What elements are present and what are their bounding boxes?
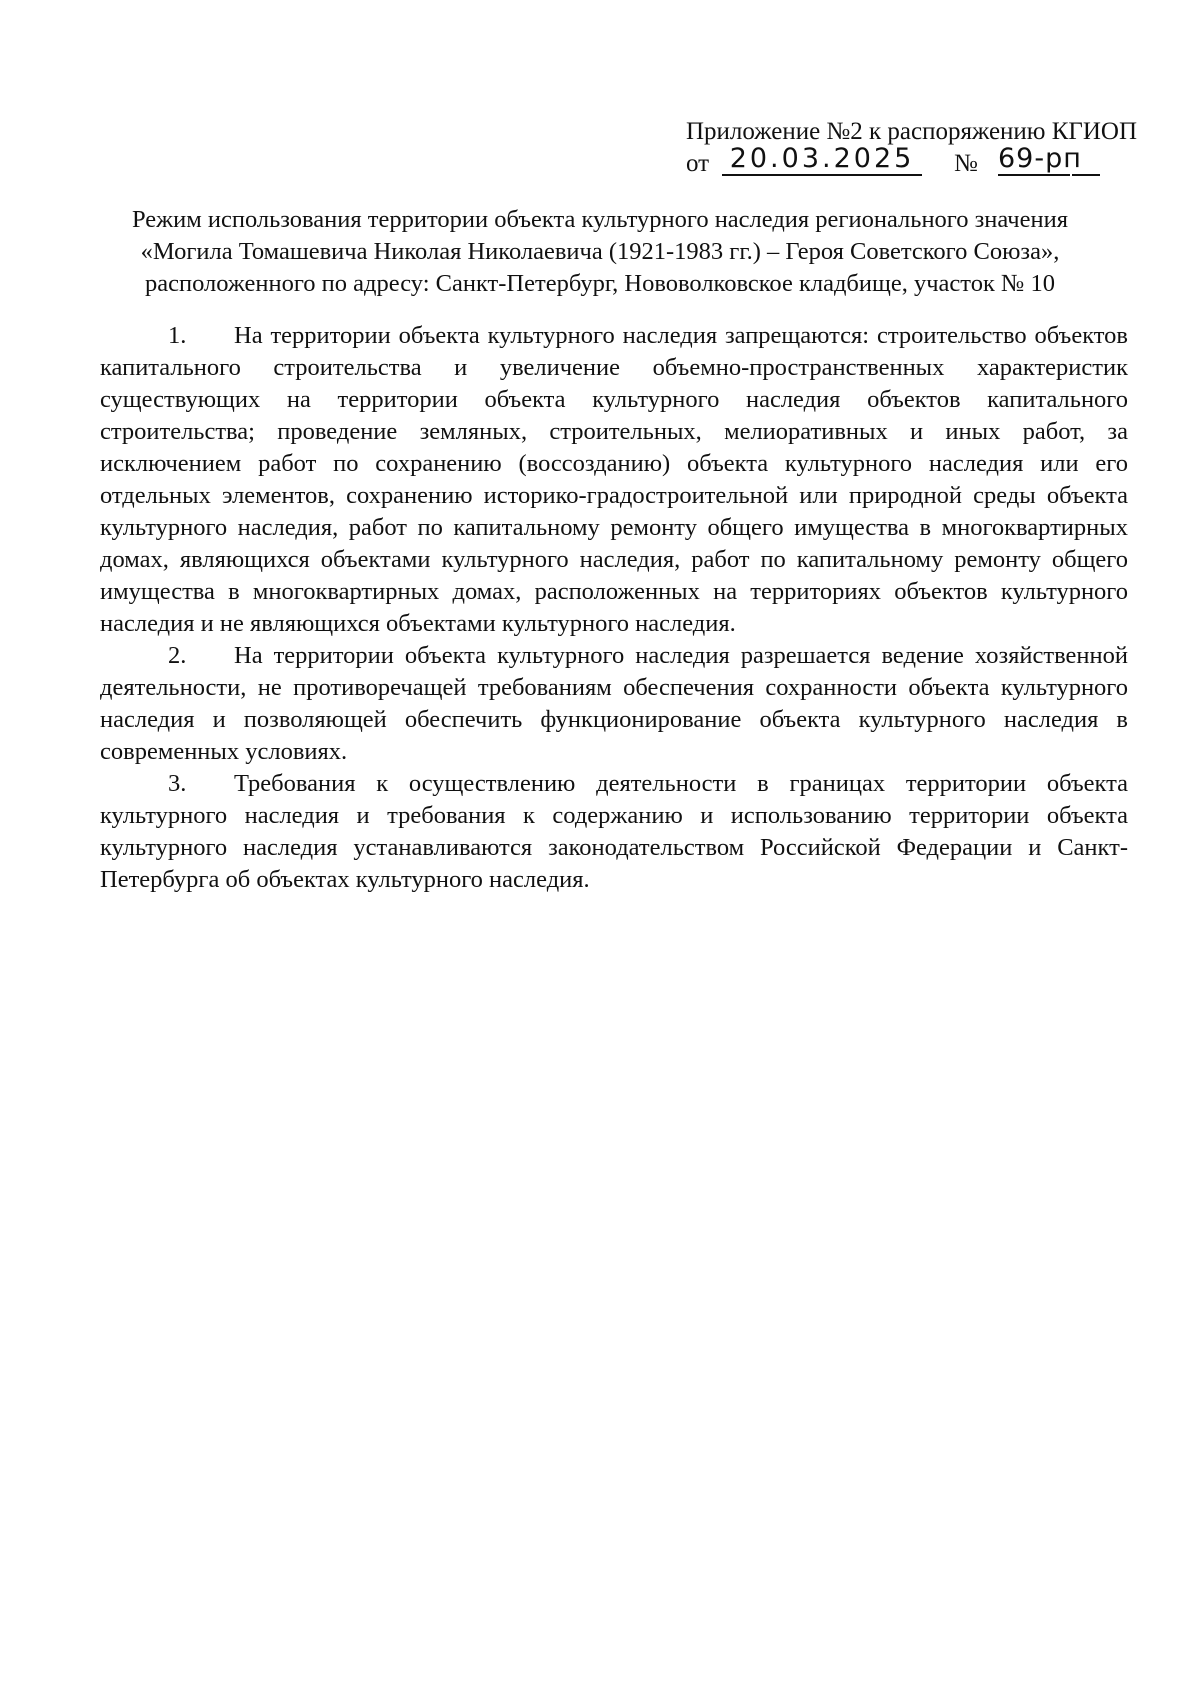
number-sign: № bbox=[954, 150, 978, 177]
underline-trail bbox=[1072, 174, 1100, 176]
paragraph-number: 3. bbox=[168, 770, 187, 797]
paragraph-3 bbox=[100, 768, 1128, 896]
paragraph-text: На территории объекта культурного наследия разрешается ведение хозяйственной деятельности, не противоречащей требованиям обеспечения сохранности объекта культурного наследия и позволяющей обеспечить функционирование объекта культурного наследия в современных условиях. bbox=[100, 642, 1128, 765]
paragraph-number: 1. bbox=[168, 322, 187, 349]
paragraph-text: На территории объекта культурного наследия запрещаются: строительство объектов капитального строительства и увеличение объемно-пространственных характеристик существующих на территории объекта культурного наследия объектов капитального строительства; проведение земляных, строительных, мелиоративных и иных работ, за исключением работ по сохранению (воссозданию) объекта культурного наследия или его отдельных элементов, сохранению историко-градостроительной или природной среды объекта культурного наследия, работ по капитальному ремонту общего имущества в многоквартирных домах, являющихся объектами культурного наследия, работ по капитальному ремонту общего имущества в многоквартирных домах, расположенных на территориях объектов культурного наследия и не являющихся объектами культурного наследия. bbox=[100, 322, 1128, 637]
title-line-1: Режим использования территории объекта культурного наследия регионального значения bbox=[132, 206, 1068, 233]
title-line-2: «Могила Томашевича Николая Николаевича (1921-1983 гг.) – Героя Советского Союза», bbox=[140, 238, 1060, 265]
paragraph-number: 2. bbox=[168, 642, 187, 669]
paragraph-1 bbox=[100, 320, 1128, 640]
paragraph-text: Требования к осуществлению деятельности в границах территории объекта культурного наследия и требования к содержанию и использованию территории объекта культурного наследия устанавливаются законодательством Российской Федерации и Санкт-Петербурга об объектах культурного наследия. bbox=[100, 770, 1128, 893]
document-title bbox=[100, 204, 1100, 300]
handwritten-order-number: 69-рп bbox=[998, 143, 1082, 174]
appendix-label: Приложение №2 к распоряжению КГИОП bbox=[686, 118, 1138, 145]
title-line-3: расположенного по адресу: Санкт-Петербург, Нововолковское кладбище, участок № 10 bbox=[145, 270, 1055, 297]
document-body bbox=[100, 320, 1128, 896]
order-reference bbox=[686, 143, 1126, 182]
ref-prefix: от bbox=[686, 150, 710, 177]
appendix-header bbox=[686, 116, 1138, 182]
paragraph-2 bbox=[100, 640, 1128, 768]
handwritten-date: 20.03.2025 bbox=[722, 144, 922, 176]
